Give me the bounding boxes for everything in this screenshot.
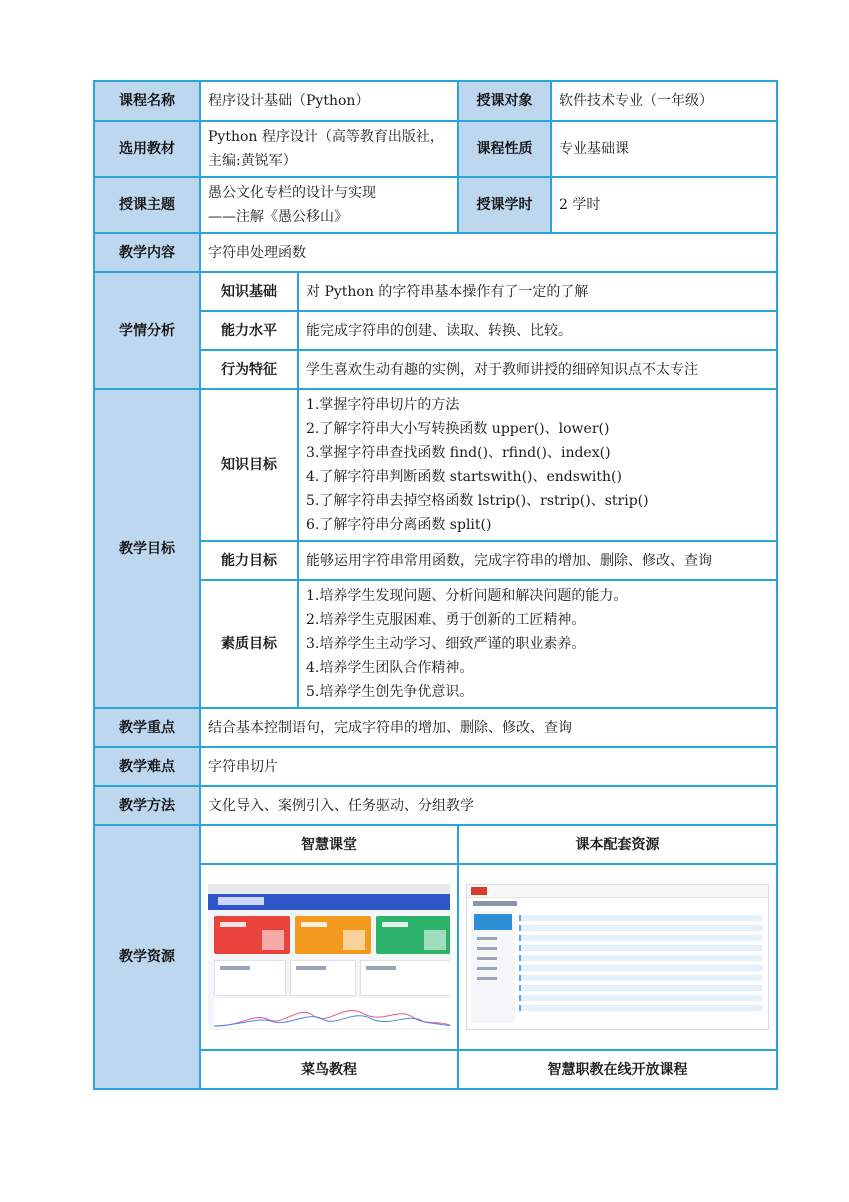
site-logo [471, 887, 487, 895]
textbook-resource-screenshot-cell [458, 864, 777, 1050]
audience-value: 软件技术专业（一年级） [551, 81, 777, 121]
knowledge-objective-label: 知识目标 [200, 389, 298, 541]
platform-logo [218, 897, 264, 905]
quality-objective-label: 素质目标 [200, 580, 298, 708]
smart-classroom-screenshot-cell [200, 864, 458, 1050]
key-points-label: 教学重点 [94, 708, 200, 747]
quality-item: 4.培养学生团队合作精神。 [306, 660, 474, 676]
nature-value: 专业基础课 [551, 121, 777, 177]
stat-panel [214, 960, 286, 996]
resource-title-icve: 智慧职教在线开放课程 [458, 1050, 777, 1089]
row-topic [94, 177, 777, 233]
quality-item: 1.培养学生发现问题、分析问题和解决问题的能力。 [306, 588, 628, 604]
course-value: 程序设计基础（Python） [200, 81, 458, 121]
topic-line-2: ——注解《愚公移山》 [208, 209, 348, 225]
knowledge-objective-list [298, 389, 777, 541]
knowledge-item: 2.了解字符串大小写转换函数 upper()、lower() [306, 421, 610, 437]
quality-item: 5.培养学生创先争优意识。 [306, 684, 474, 700]
site-header [467, 885, 768, 898]
course-sidebar [471, 911, 515, 1023]
analysis-value: 学生喜欢生动有趣的实例，对于教师讲授的细碎知识点不太专注 [298, 350, 777, 389]
course-label: 课程名称 [94, 81, 200, 121]
nature-label: 课程性质 [458, 121, 551, 177]
feature-card-green [376, 916, 450, 954]
textbook-line-1: Python 程序设计（高等教育出版社， [208, 129, 444, 145]
topic-label: 授课主题 [94, 177, 200, 233]
resource-title-smart-classroom: 智慧课堂 [200, 825, 458, 864]
platform-nav [208, 894, 450, 910]
topic-line-1: 愚公文化专栏的设计与实现 [208, 185, 376, 201]
row-textbook [94, 121, 777, 177]
quality-item: 2.培养学生克服困难、勇于创新的工匠精神。 [306, 612, 586, 628]
methods-label: 教学方法 [94, 786, 200, 825]
objectives-label: 教学目标 [94, 389, 200, 708]
hours-value: 2 学时 [551, 177, 777, 233]
content-value: 字符串处理函数 [200, 233, 777, 272]
browser-bar [208, 884, 450, 894]
hours-label: 授课学时 [458, 177, 551, 233]
analysis-sub-label: 行为特征 [200, 350, 298, 389]
row-content [94, 233, 777, 272]
difficulties-label: 教学难点 [94, 747, 200, 786]
textbook-value [200, 121, 458, 177]
smart-classroom-screenshot [208, 884, 450, 1030]
stat-panel [360, 960, 450, 996]
book-cover [474, 914, 512, 930]
resource-title-runoob: 菜鸟教程 [200, 1050, 458, 1089]
textbook-label: 选用教材 [94, 121, 200, 177]
quality-objective-list [298, 580, 777, 708]
row-course [94, 81, 777, 121]
content-label: 教学内容 [94, 233, 200, 272]
analysis-sub-label: 能力水平 [200, 311, 298, 350]
knowledge-item: 6.了解字符串分离函数 split() [306, 517, 492, 533]
ability-objective-label: 能力目标 [200, 541, 298, 580]
knowledge-item: 4.了解字符串判断函数 startswith()、endswith() [306, 469, 622, 485]
knowledge-item: 1.掌握字符串切片的方法 [306, 397, 460, 413]
feature-card-orange [295, 916, 371, 954]
stat-panel [290, 960, 356, 996]
key-points-value: 结合基本控制语句，完成字符串的增加、删除、修改、查询 [200, 708, 777, 747]
analysis-value: 对 Python 的字符串基本操作有了一定的了解 [298, 272, 777, 311]
topic-value [200, 177, 458, 233]
analysis-value: 能完成字符串的创建、读取、转换、比较。 [298, 311, 777, 350]
resource-title-textbook: 课本配套资源 [458, 825, 777, 864]
audience-label: 授课对象 [458, 81, 551, 121]
quality-item: 3.培养学生主动学习、细致严谨的职业素养。 [306, 636, 586, 652]
row-methods [94, 786, 777, 825]
row-difficulties [94, 747, 777, 786]
analysis-label: 学情分析 [94, 272, 200, 389]
methods-value: 文化导入、案例引入、任务驱动、分组教学 [200, 786, 777, 825]
activity-chart-curve [214, 998, 450, 1028]
knowledge-item: 3.掌握字符串查找函数 find()、rfind()、index() [306, 445, 611, 461]
ability-objective-value: 能够运用字符串常用函数，完成字符串的增加、删除、修改、查询 [298, 541, 777, 580]
feature-card-red [214, 916, 290, 954]
row-knowledge-objectives [94, 389, 777, 541]
knowledge-item: 5.了解字符串去掉空格函数 lstrip()、rstrip()、strip() [306, 493, 649, 509]
lesson-plan-table [93, 80, 778, 1090]
course-title-bar [473, 901, 517, 906]
resources-label: 教学资源 [94, 825, 200, 1089]
activity-chart-thumbnail [214, 998, 450, 1028]
difficulties-value: 字符串切片 [200, 747, 777, 786]
row-resources-header [94, 825, 777, 864]
row-analysis-1 [94, 272, 777, 311]
analysis-sub-label: 知识基础 [200, 272, 298, 311]
row-key-points [94, 708, 777, 747]
textbook-line-2: 主编:黄锐军） [208, 153, 297, 169]
resource-list [519, 915, 762, 1021]
textbook-resource-screenshot [466, 884, 769, 1030]
